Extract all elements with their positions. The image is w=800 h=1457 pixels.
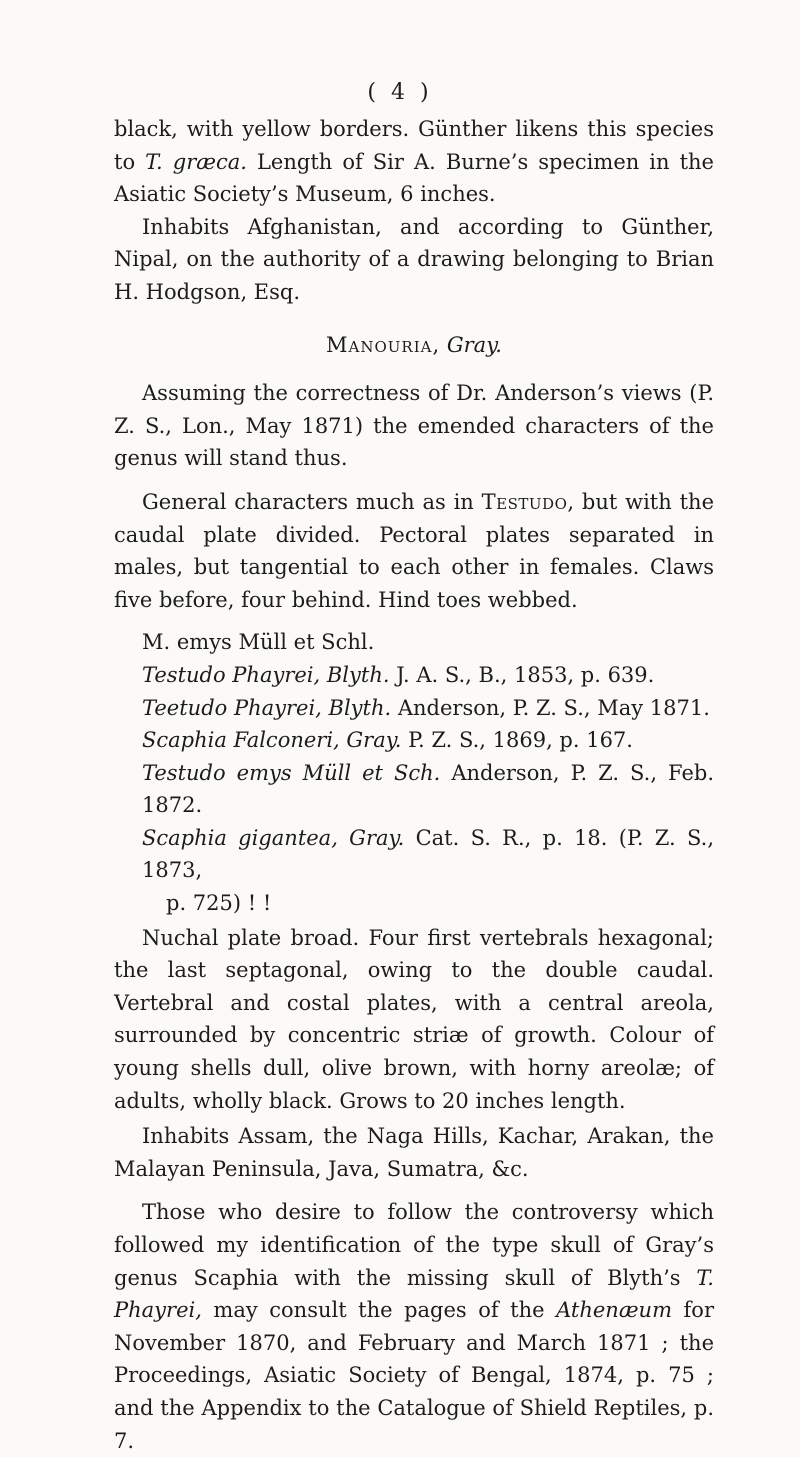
paragraph-continuation — [114, 113, 714, 211]
synonym-name: Testudo Phayrei, Blyth. — [142, 662, 390, 687]
paragraph-description: Nuchal plate broad. Four first vertebrals hexagonal; the last septagonal, owing to the double caudal. Vertebral and costal plates, with a central areola, surrounded by concentric striæ of growth. Colour of young shells dull, olive brown, with horny areolæ; of adults, wholly black. Grows to 20 inches length. — [114, 925, 714, 1113]
text-run: Those who desire to follow the controversy which followed my identification of the type skull of Gray’s genus Scaphia with the missing skull of Blyth’s — [114, 1200, 714, 1290]
journal-title: Athenæum — [556, 1298, 672, 1323]
genus-name: Manouria, — [326, 332, 441, 357]
genus-author: Gray. — [446, 332, 502, 357]
synonym-citation: M. emys Müll et Schl. — [142, 630, 375, 655]
synonym-citation: Cat. S. R., p. 18. (P. Z. S., 1873, — [142, 825, 714, 883]
text-run: , but with the caudal plate divided. Pectoral plates separated in males, but tangential to each other in females. Claws five before, four behind. Hind toes webbed. — [114, 489, 714, 612]
synonym-entry — [114, 757, 714, 822]
page-number: ( 4 ) — [367, 80, 433, 105]
text-run: General characters much as in — [142, 489, 482, 514]
text-run: Length of Sir A. Burne’s specimen in the Asiatic Society’s Museum, 6 inches. — [114, 149, 714, 207]
synonym-name: Scaphia gigantea, Gray. — [142, 825, 405, 850]
synonym-name: Testudo emys Müll et Sch. — [142, 760, 441, 785]
synonym-entry — [114, 822, 714, 887]
paragraph-habitat-assam: Inhabits Assam, the Naga Hills, Kachar, Arakan, the Malayan Peninsula, Java, Sumatra, &c. — [114, 1124, 714, 1181]
genus-heading — [114, 329, 714, 362]
paragraph-general-characters — [114, 486, 714, 616]
synonym-citation: Anderson, P. Z. S., Feb. 1872. — [142, 760, 714, 818]
species-name: T. græca. — [145, 149, 247, 174]
paragraph-habitat-afghanistan: Inhabits Afghanistan, and according to Günther, Nipal, on the authority of a drawing belonging to Brian H. Hodgson, Esq. — [114, 214, 714, 304]
paragraph-controversy — [114, 1196, 714, 1457]
synonymy-list — [114, 626, 714, 919]
synonym-entry — [114, 626, 714, 659]
text-run: for November 1870, and February and March 1871 ; the Proceedings, Asiatic Society of Bengal, 1874, p. 75 ; and the Appendix to the Catalogue of Shield Reptiles, p. 7. — [114, 1298, 714, 1453]
paragraph-assumption: Assuming the correctness of Dr. Anderson’s views (P. Z. S., Lon., May 1871) the emended characters of the genus will stand thus. — [114, 381, 714, 471]
synonym-continuation: p. 725) ! ! — [166, 891, 272, 916]
synonym-citation: J. A. S., B., 1853, p. 639. — [389, 662, 655, 687]
synonym-citation: P. Z. S., 1869, p. 167. — [401, 728, 633, 753]
page-body — [114, 113, 714, 1457]
text-run: black, with yellow borders. Günther likens this species to — [114, 117, 714, 174]
species-name: T. Phayrei, — [114, 1265, 714, 1323]
synonym-entry — [114, 659, 714, 692]
synonym-entry — [114, 724, 714, 757]
synonym-name: Teetudo Phayrei, Blyth. — [142, 695, 392, 720]
synonym-entry — [114, 692, 714, 725]
synonym-name: Scaphia Falconeri, Gray. — [142, 728, 402, 753]
text-run: may consult the pages of the — [201, 1298, 557, 1323]
genus-reference: Testudo — [481, 489, 568, 514]
synonym-citation: Anderson, P. Z. S., May 1871. — [391, 695, 710, 720]
